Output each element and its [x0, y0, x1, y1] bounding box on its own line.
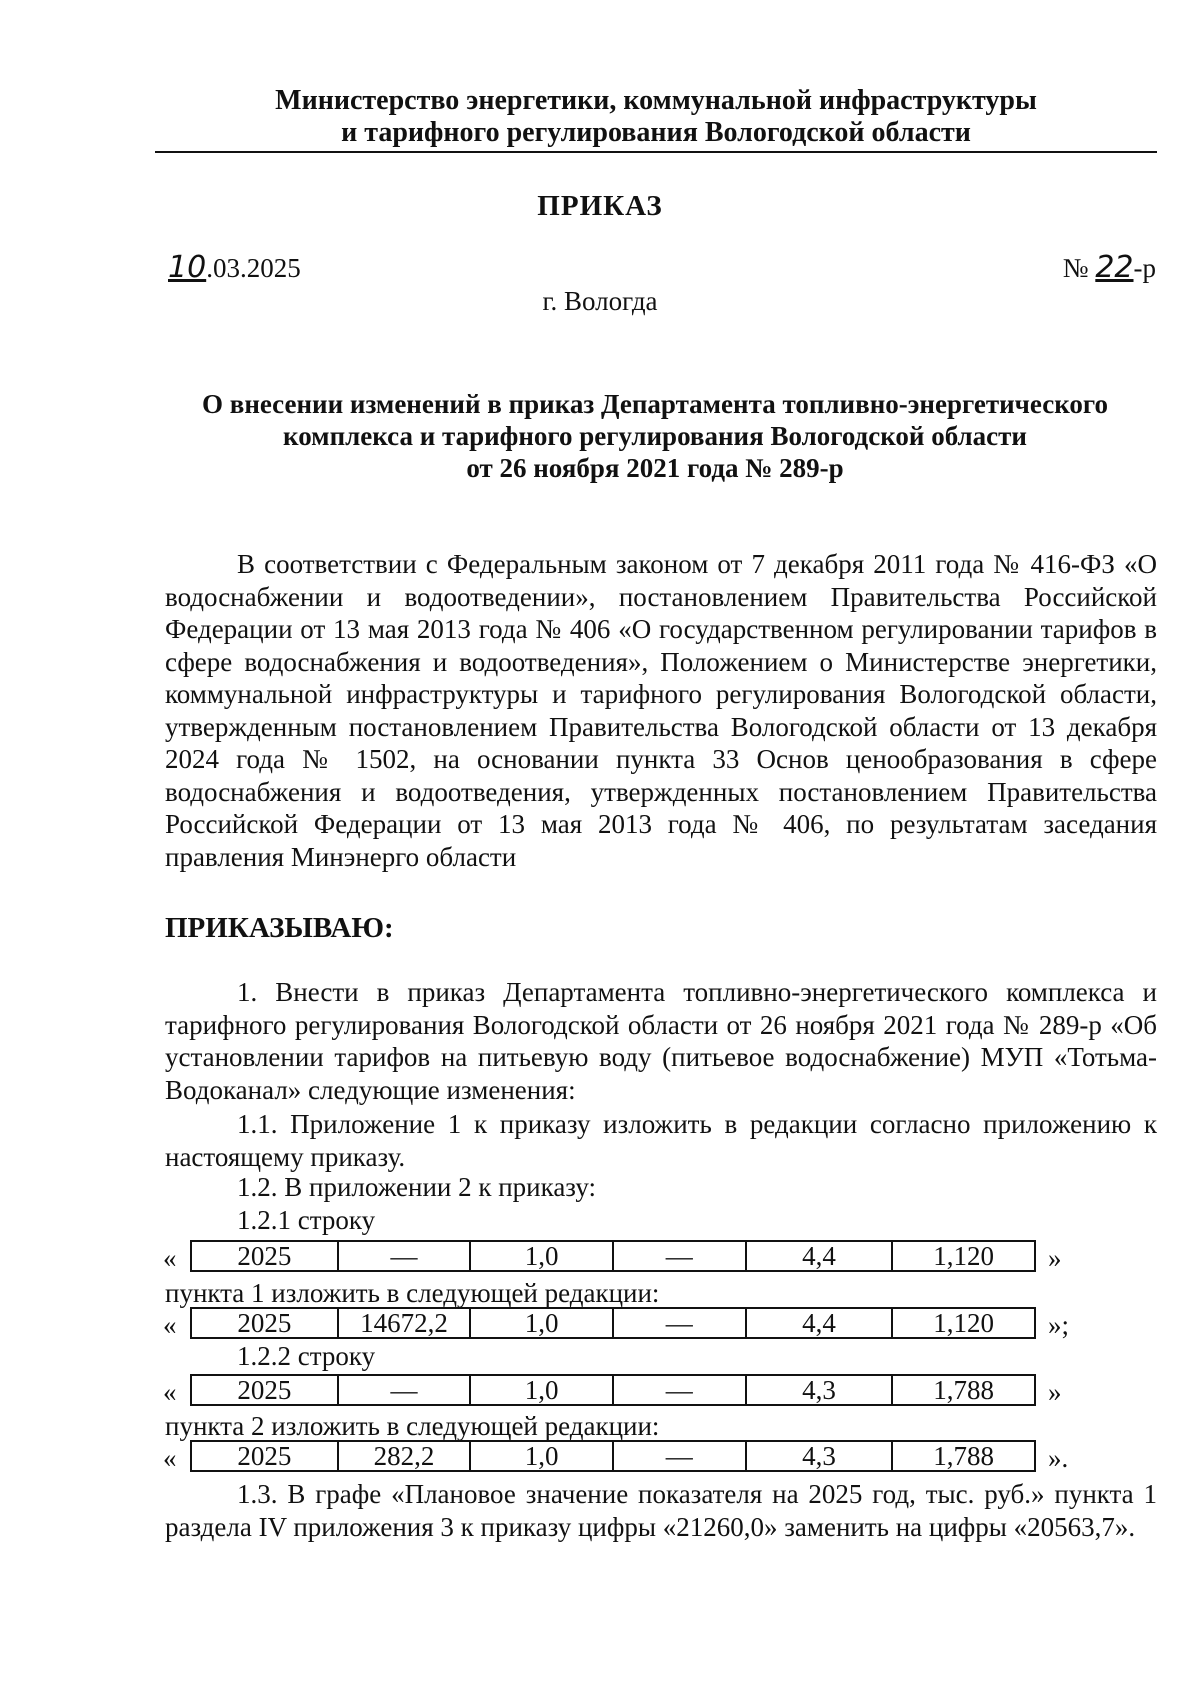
item-1-1: 1.1. Приложение 1 к приказу изложить в редакции согласно приложению к настоящему приказу.: [165, 1109, 1157, 1172]
tariff-row-new-2: [190, 1440, 1036, 1472]
item-1-2-2: 1.2.2 строку: [237, 1341, 376, 1371]
table-cell: 1,120: [892, 1308, 1035, 1338]
table-cell: 14672,2: [338, 1308, 471, 1338]
preamble-paragraph: В соответствии с Федеральным законом от 7 декабря 2011 года № 416-ФЗ «О водоснабжении и водоотведении», постановлением Правительства Российской Федерации от 13 мая 2013 года № 406 «О государственном регулировании тарифов в сфере водоснабжения и водоотведения», Положением о Министерстве энергетики, коммунальной инфраструктуры и тарифного регулирования Вологодской области, утвержденным постановлением Правительства Вологодской области от 13 декабря 2024 года № 1502, на основании пункта 33 Основ ценообразования в сфере водоснабжения и водоотведения, утвержденных постановлением Правительства Российской Федерации от 13 мая 2013 года № 406, по результатам заседания правления Минэнерго области: [165, 549, 1157, 872]
table-cell: —: [613, 1375, 746, 1405]
table-cell: 2025: [191, 1441, 338, 1471]
order-subject-line1: О внесении изменений в приказ Департамента топливно-энергетического: [201, 389, 1108, 419]
order-number-suffix: -р: [1133, 253, 1156, 283]
order-subject-line3: от 26 ноября 2021 года № 289-р: [466, 453, 844, 483]
table-cell: 1,120: [892, 1241, 1035, 1271]
point-1-text: пункта 1 изложить в следующей редакции:: [165, 1278, 660, 1308]
tariff-row-old-2: [190, 1374, 1036, 1406]
ministry-header-line1: Министерство энергетики, коммунальной инфраструктуры: [275, 85, 1037, 116]
header-divider: [155, 151, 1157, 153]
point-2-text: пункта 2 изложить в следующей редакции:: [165, 1411, 660, 1441]
row4-open-quote: «: [163, 1443, 177, 1473]
row1-close-quote: »: [1048, 1243, 1062, 1273]
order-date-rest: .03.2025: [206, 253, 301, 283]
document-title: ПРИКАЗ: [537, 190, 663, 222]
row3-close-quote: »: [1048, 1377, 1062, 1407]
table-cell: 1,0: [470, 1375, 613, 1405]
row2-open-quote: «: [163, 1310, 177, 1340]
table-cell: —: [338, 1375, 471, 1405]
tariff-row-old-1: [190, 1240, 1036, 1272]
order-date-day: 10: [168, 250, 207, 285]
row2-close-quote: »;: [1048, 1310, 1070, 1340]
item-1-2-1: 1.2.1 строку: [237, 1205, 376, 1235]
table-cell: 4,4: [746, 1241, 893, 1271]
table-cell: —: [338, 1241, 471, 1271]
order-date: [168, 250, 301, 285]
row3-open-quote: «: [163, 1377, 177, 1407]
order-subject: [150, 388, 1160, 484]
table-cell: 1,788: [892, 1375, 1035, 1405]
item-1-3: 1.3. В графе «Плановое значение показателя на 2025 год, тыс. руб.» пункта 1 раздела IV приложения 3 к приказу цифры «21260,0» заменить на цифры «20563,7».: [165, 1479, 1157, 1542]
order-word: ПРИКАЗЫВАЮ:: [165, 912, 394, 944]
table-cell: 282,2: [338, 1441, 471, 1471]
order-number-value: 22: [1095, 250, 1134, 285]
order-number: [1063, 250, 1156, 285]
table-cell: —: [613, 1308, 746, 1338]
city: г. Вологда: [542, 286, 658, 316]
table-cell: 2025: [191, 1308, 338, 1338]
table-cell: 2025: [191, 1375, 338, 1405]
table-cell: 4,3: [746, 1375, 893, 1405]
ministry-header: [155, 85, 1157, 149]
table-cell: 4,3: [746, 1441, 893, 1471]
item-1: 1. Внести в приказ Департамента топливно-энергетического комплекса и тарифного регулирования Вологодской области от 26 ноября 2021 года № 289-р «Об установлении тарифов на питьевую воду (питьевое водоснабжение) МУП «Тотьма-Водоканал» следующие изменения:: [165, 977, 1157, 1105]
table-cell: —: [613, 1441, 746, 1471]
order-number-prefix: №: [1062, 253, 1089, 283]
table-cell: 1,0: [470, 1241, 613, 1271]
row1-open-quote: «: [163, 1243, 177, 1273]
order-subject-line2: комплекса и тарифного регулирования Вологодской области: [283, 421, 1027, 451]
ministry-header-line2: и тарифного регулирования Вологодской области: [341, 117, 971, 148]
table-cell: 1,0: [470, 1308, 613, 1338]
item-1-2: 1.2. В приложении 2 к приказу:: [237, 1172, 597, 1202]
row4-close-quote: ».: [1048, 1443, 1069, 1473]
table-cell: 1,0: [470, 1441, 613, 1471]
tariff-row-new-1: [190, 1307, 1036, 1339]
table-cell: 2025: [191, 1241, 338, 1271]
table-cell: 1,788: [892, 1441, 1035, 1471]
table-cell: 4,4: [746, 1308, 893, 1338]
table-cell: —: [613, 1241, 746, 1271]
